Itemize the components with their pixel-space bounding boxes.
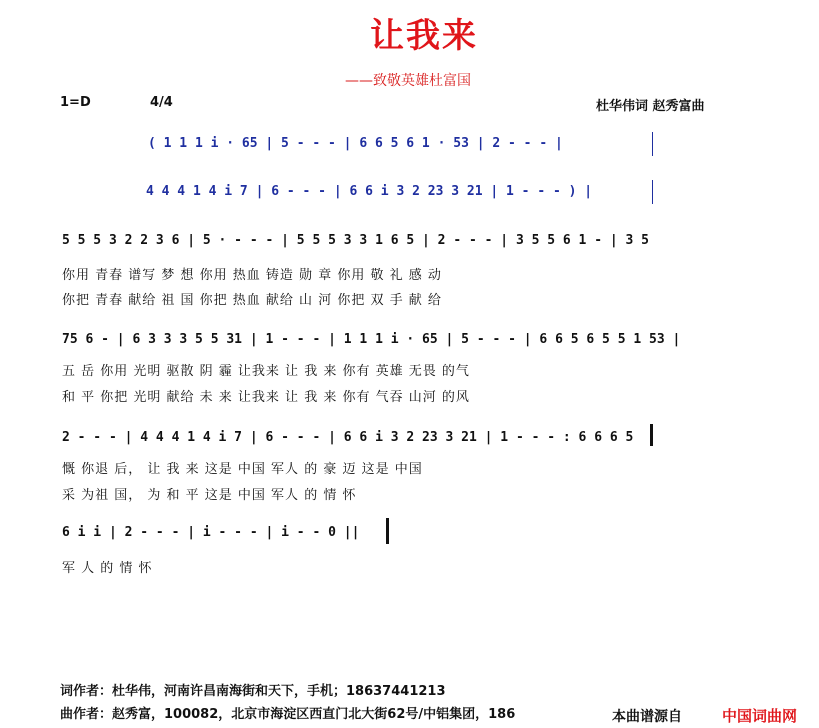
lyrics-line-3-verse-2: 你把 青春 献给 祖 国 你把 热血 献给 山 河 你把 双 手 献 给 bbox=[62, 293, 442, 308]
score-line-6: 6 i i | 2 - - - | i - - - | i - - 0 || bbox=[62, 525, 360, 540]
lyrics-line-6: 军 人 的 情 怀 bbox=[62, 561, 153, 576]
lyrics-line-5-verse-2: 采 为祖 国， 为 和 平 这是 中国 军人 的 情 怀 bbox=[62, 488, 357, 503]
barline bbox=[652, 180, 653, 204]
composer-info: 曲作者：赵秀富，100082，北京市海淀区西直门北大街62号/中铝集团，186 bbox=[60, 707, 516, 722]
repeat-bar bbox=[650, 424, 653, 446]
key-signature: 1=D bbox=[60, 95, 91, 110]
score-line-2: 4 4 4 1 4 i 7 | 6 - - - | 6 6 i 3 2 23 3 21 | 1 - - - ) | bbox=[146, 184, 593, 199]
lyricist-info: 词作者：杜华伟，河南许昌南海街和天下，手机；18637441213 bbox=[60, 684, 446, 699]
score-line-4: 75 6 - | 6 3 3 3 5 5 31 | 1 - - - | 1 1 1 i · 65 | 5 - - - | 6 6 5 6 5 5 1 53 | bbox=[62, 332, 681, 347]
lyrics-line-3-verse-1: 你用 青春 谱写 梦 想 你用 热血 铸造 勋 章 你用 敬 礼 感 动 bbox=[62, 268, 442, 283]
time-signature: 4/4 bbox=[150, 95, 173, 110]
lyrics-line-4-verse-1: 五 岳 你用 光明 驱散 阴 霾 让我来 让 我 来 你有 英雄 无畏 的气 bbox=[62, 364, 470, 379]
song-subtitle: ——致敬英雄杜富国 bbox=[345, 73, 471, 89]
barline bbox=[652, 132, 653, 156]
site-logo-text[interactable]: 中国词曲网 bbox=[722, 707, 798, 725]
final-barline bbox=[386, 518, 389, 544]
score-line-1: ( 1 1 1 i · 65 | 5 - - - | 6 6 5 6 1 · 53 | 2 - - - | bbox=[148, 136, 563, 151]
song-credits: 杜华伟词 赵秀富曲 bbox=[596, 99, 705, 114]
score-line-3: 5 5 5 3 2 2 3 6 | 5 · - - - | 5 5 5 3 3 1 6 5 | 2 - - - | 3 5 5 6 1 - | 3 5 bbox=[62, 233, 649, 248]
lyrics-line-5-verse-1: 慨 你退 后， 让 我 来 这是 中国 军人 的 豪 迈 这是 中国 bbox=[62, 462, 423, 477]
score-line-5: 2 - - - | 4 4 4 1 4 i 7 | 6 - - - | 6 6 i 3 2 23 3 21 | 1 - - - : 6 6 6 5 bbox=[62, 430, 634, 445]
lyrics-line-4-verse-2: 和 平 你把 光明 献给 未 来 让我来 让 我 来 你有 气吞 山河 的风 bbox=[62, 390, 470, 405]
song-title: 让我来 bbox=[370, 16, 478, 56]
source-label: 本曲谱源自 bbox=[612, 709, 682, 725]
